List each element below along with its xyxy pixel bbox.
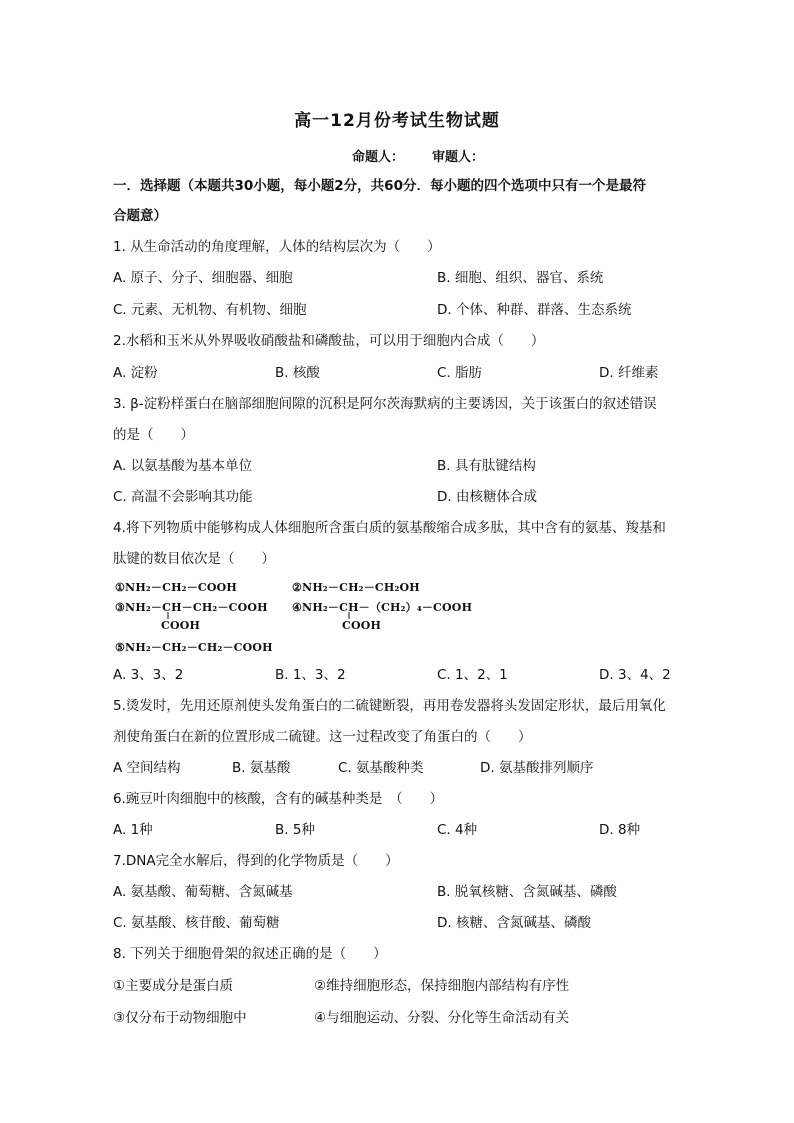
option-c: C. 高温不会影响其功能 [113, 489, 253, 505]
option-d: D. 纤维素 [599, 365, 659, 381]
question-stem: 2.水稻和玉米从外界吸收硝酸盐和磷酸盐，可以用于细胞内合成（ ） [113, 333, 545, 349]
formula-5: ⑤NH₂－CH₂－CH₂－COOH [115, 641, 273, 654]
option-b: B. 5种 [275, 822, 315, 838]
option-c: C. 元素、无机物、有机物、细胞 [113, 302, 307, 318]
option-c: C. 脂肪 [437, 365, 483, 381]
question-stem-cont: 的是（ ） [113, 427, 194, 443]
option-c: C. 氨基酸种类 [338, 760, 424, 776]
formula-3-branch: COOH [161, 619, 201, 632]
formula-2: ②NH₂－CH₂－CH₂OH [292, 581, 420, 594]
reviewer-label: 审题人： [432, 150, 485, 165]
question-stem: 5.烫发时，先用还原剂使头发角蛋白的二硫键断裂，再用卷发器将头发固定形状，最后用氧化 [113, 698, 666, 714]
option-b: B. 具有肽键结构 [437, 458, 536, 474]
statement-3: ③仅分布于动物细胞中 [113, 1010, 247, 1026]
option-d: D. 3、4、2 [599, 667, 671, 683]
option-d: D. 氨基酸排列顺序 [480, 760, 594, 776]
question-stem: 1. 从生命活动的角度理解，人体的结构层次为（ ） [113, 239, 441, 255]
option-b: B. 1、3、2 [275, 667, 346, 683]
option-a: A 空间结构 [113, 760, 181, 776]
option-c: C. 1、2、1 [437, 667, 508, 683]
option-c: C. 氨基酸、核苷酸、葡萄糖 [113, 915, 280, 931]
question-stem-cont: 肽键的数目依次是（ ） [113, 551, 275, 567]
question-stem: 3. β-淀粉样蛋白在脑部细胞间隙的沉积是阿尔茨海默病的主要诱因，关于该蛋白的叙述错误 [113, 396, 657, 412]
statement-4: ④与细胞运动、分裂、分化等生命活动有关 [314, 1010, 570, 1026]
question-stem: 6.豌豆叶肉细胞中的核酸，含有的碱基种类是 （ ） [113, 791, 444, 807]
option-a: A. 1种 [113, 822, 153, 838]
question-stem: 7.DNA完全水解后，得到的化学物质是（ ） [113, 853, 399, 869]
page-title: 高一12月份考试生物试题 [294, 111, 500, 131]
option-b: B. 氨基酸 [232, 760, 291, 776]
statement-2: ②维持细胞形态，保持细胞内部结构有序性 [314, 978, 570, 994]
section-heading: 一．选择题（本题共30小题，每小题2分，共60分．每小题的四个选项中只有一个是最符 [113, 178, 646, 194]
option-b: B. 脱氧核糖、含氮碱基、磷酸 [437, 884, 617, 900]
option-d: D. 8种 [599, 822, 641, 838]
formula-3: ③NH₂－CH－CH₂－COOH [115, 601, 268, 614]
option-d: D. 由核糖体合成 [437, 489, 537, 505]
option-b: B. 核酸 [275, 365, 320, 381]
option-a: A. 淀粉 [113, 365, 158, 381]
option-a: A. 以氨基酸为基本单位 [113, 458, 253, 474]
formula-4-branch: COOH [342, 619, 382, 632]
question-stem: 8. 下列关于细胞骨架的叙述正确的是（ ） [113, 946, 387, 962]
statement-1: ①主要成分是蛋白质 [113, 978, 234, 994]
option-c: C. 4种 [437, 822, 478, 838]
option-d: D. 核糖、含氮碱基、磷酸 [437, 915, 591, 931]
option-a: A. 氨基酸、葡萄糖、含氮碱基 [113, 884, 293, 900]
option-a: A. 原子、分子、细胞器、细胞 [113, 270, 293, 286]
question-stem: 4.将下列物质中能够构成人体细胞所含蛋白质的氨基酸缩合成多肽，其中含有的氨基、羧基和 [113, 520, 666, 536]
question-stem-cont: 剂使角蛋白在新的位置形成二硫键。这一过程改变了角蛋白的（ ） [113, 729, 532, 745]
option-d: D. 个体、种群、群落、生态系统 [437, 302, 632, 318]
formula-4: ④NH₂－CH－（CH₂）₄－COOH [292, 601, 473, 614]
option-b: B. 细胞、组织、器官、系统 [437, 270, 604, 286]
setter-label: 命题人： [352, 150, 405, 165]
option-a: A. 3、3、2 [113, 667, 184, 683]
section-heading-cont: 合题意） [113, 208, 167, 224]
formula-1: ①NH₂－CH₂－COOH [115, 581, 238, 594]
